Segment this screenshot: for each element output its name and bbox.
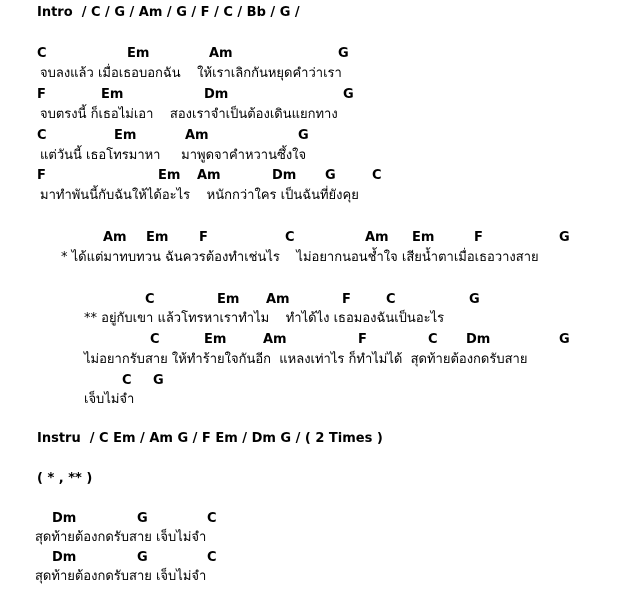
- verse-row3-chords: [0, 128, 620, 144]
- chord: Em: [101, 87, 124, 102]
- chorus2-row2-chords: [0, 332, 620, 348]
- verse-row4-chords: [0, 168, 620, 184]
- chord: Em: [217, 292, 240, 307]
- chord: C: [150, 332, 160, 347]
- chord: Dm: [466, 332, 491, 347]
- chord: Em: [158, 168, 181, 183]
- chorus2-row1-chords: [0, 292, 620, 308]
- chord: Am: [197, 168, 221, 183]
- chord: Am: [209, 46, 233, 61]
- chord: C: [37, 46, 47, 61]
- verse-row2-chords: [0, 87, 620, 103]
- chord: Am: [365, 230, 389, 245]
- lyric-line: สุดท้ายต้องกดรับสาย เจ็บไม่จำ: [35, 530, 207, 545]
- chorus1-chords: [0, 230, 620, 246]
- chord: Em: [114, 128, 137, 143]
- chord: Am: [103, 230, 127, 245]
- chord: F: [358, 332, 367, 347]
- chord: Dm: [272, 168, 297, 183]
- chord: G: [343, 87, 354, 102]
- lyric-line: จบลงแล้ว เมื่อเธอบอกฉัน ให้เราเลิกกันหยุดคำว่าเรา: [40, 66, 342, 81]
- chord: G: [153, 373, 164, 388]
- lyric-line: แต่วันนี้ เธอโทรมาหา มาพูดจาคำหวานซึ้งใจ: [40, 148, 307, 163]
- chord: G: [469, 292, 480, 307]
- chord: Em: [412, 230, 435, 245]
- chord: C: [37, 128, 47, 143]
- chord: G: [559, 332, 570, 347]
- chord: F: [37, 87, 46, 102]
- lyric-line: * ได้แต่มาทบทวน ฉันควรต้องทำเช่นไร ไม่อยากนอนช้ำใจ เสียน้ำตาเมื่อเธอวางสาย: [61, 250, 539, 265]
- outro-row2-chords: [0, 550, 620, 566]
- lyric-line: จบตรงนี้ ก็เธอไม่เอา สองเราจำเป็นต้องเดินแยกทาง: [40, 107, 338, 122]
- chord: G: [559, 230, 570, 245]
- intro-line: Intro / C / G / Am / G / F / C / Bb / G /: [37, 5, 300, 20]
- chord: F: [37, 168, 46, 183]
- chord: C: [122, 373, 132, 388]
- lyric-line: มาทำพันนี้กับฉันให้ได้อะไร หนักกว่าใคร เป็นฉันที่ยังคุย: [40, 188, 359, 203]
- chord: C: [207, 511, 217, 526]
- chord: F: [474, 230, 483, 245]
- chord: Dm: [204, 87, 229, 102]
- chord: G: [338, 46, 349, 61]
- chord: Em: [127, 46, 150, 61]
- chord: Am: [185, 128, 209, 143]
- chorus2-row3-chords: [0, 373, 620, 389]
- chord: G: [137, 550, 148, 565]
- chord: C: [207, 550, 217, 565]
- chord: Em: [146, 230, 169, 245]
- chord: Em: [204, 332, 227, 347]
- chord: C: [145, 292, 155, 307]
- chord: G: [325, 168, 336, 183]
- verse-row1-chords: [0, 46, 620, 62]
- lyric-line: ไม่อยากรับสาย ให้ทำร้ายใจกันอีก แหลงเท่าไร ก็ทำไม่ได้ สุดท้ายต้องกดรับสาย: [84, 352, 528, 367]
- chord: Am: [266, 292, 290, 307]
- outro-row1-chords: [0, 511, 620, 527]
- instru-line: Instru / C Em / Am G / F Em / Dm G / ( 2 Times ): [37, 431, 383, 446]
- chord: Dm: [52, 550, 77, 565]
- repeat-marker: ( * , ** ): [37, 471, 93, 486]
- chord: F: [342, 292, 351, 307]
- chord: C: [428, 332, 438, 347]
- chord: C: [386, 292, 396, 307]
- chord: Am: [263, 332, 287, 347]
- lyric-line: เจ็บไม่จำ: [84, 392, 135, 407]
- chord: G: [298, 128, 309, 143]
- chord: C: [372, 168, 382, 183]
- chord: Dm: [52, 511, 77, 526]
- lyric-line: ** อยู่กับเขา แล้วโทรหาเราทำไม ทำได้ไง เธอมองฉันเป็นอะไร: [84, 311, 445, 326]
- chord: C: [285, 230, 295, 245]
- chord: G: [137, 511, 148, 526]
- lyric-line: สุดท้ายต้องกดรับสาย เจ็บไม่จำ: [35, 569, 207, 584]
- chord: F: [199, 230, 208, 245]
